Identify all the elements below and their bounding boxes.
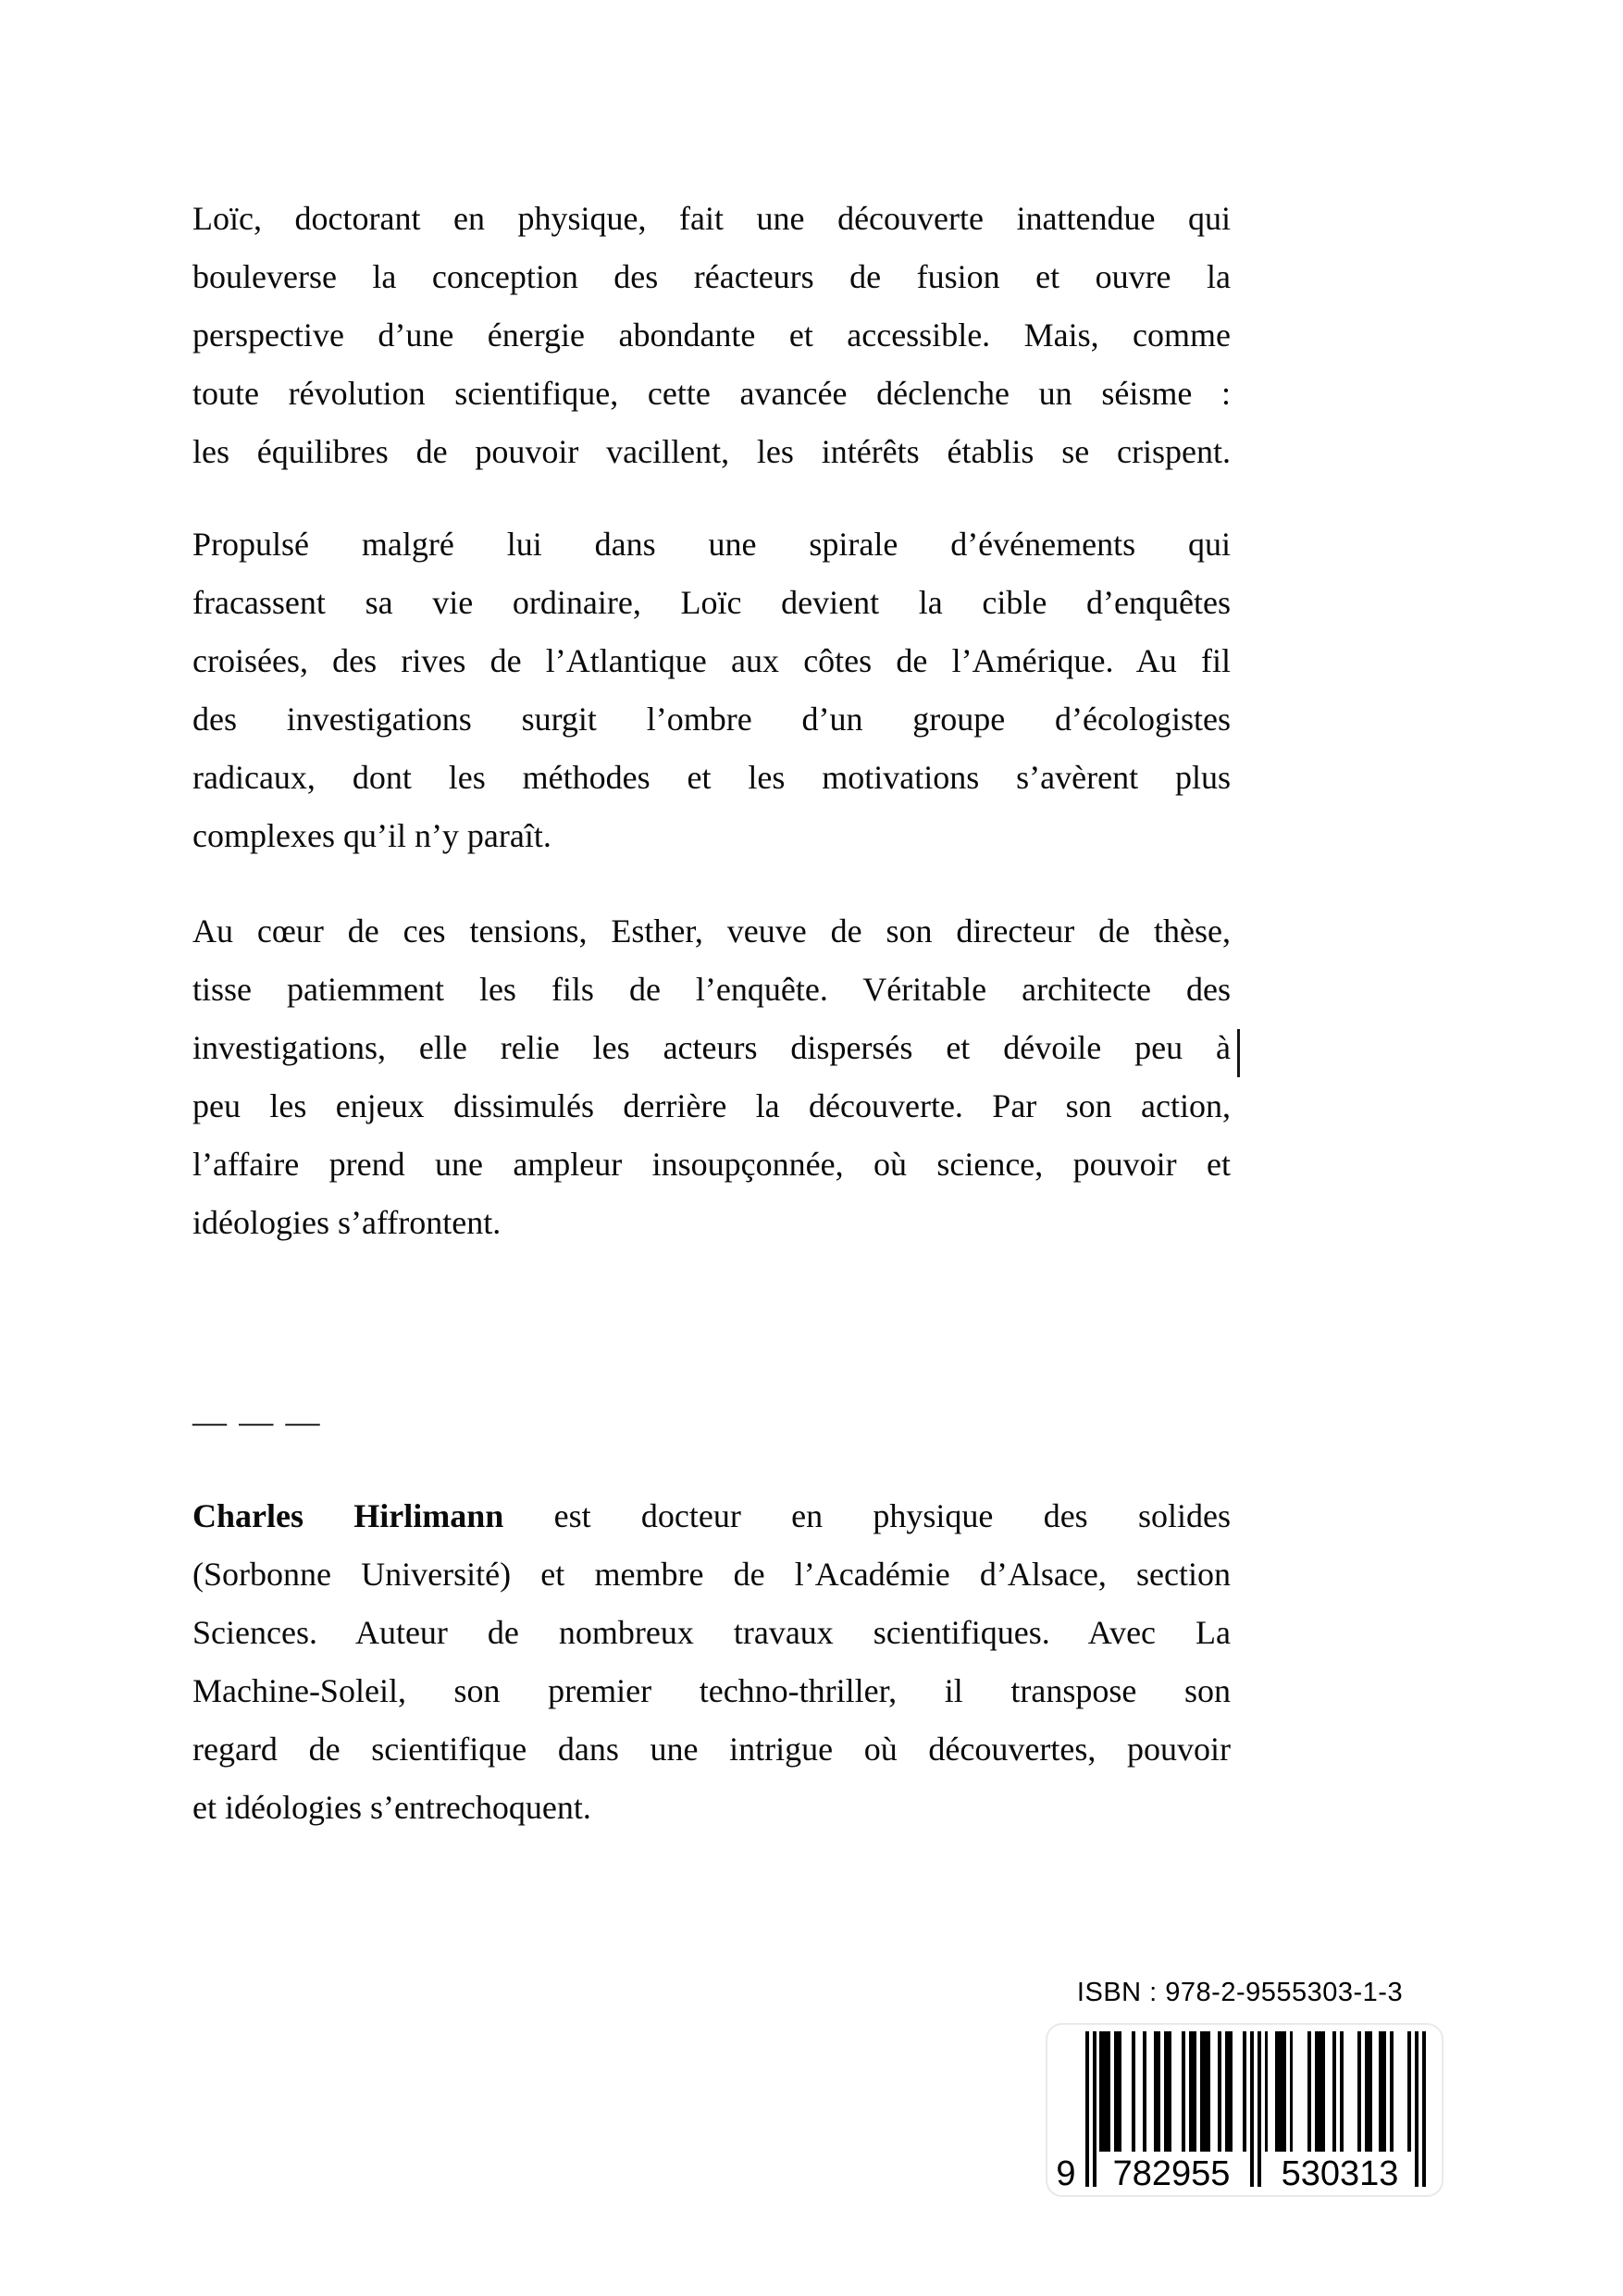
text-line: les équilibres de pouvoir vacillent, les intérêts établis se crispent. [192, 433, 1231, 470]
text-line: croisées, des rives de l’Atlantique aux côtes de l’Amérique. Au fil [192, 642, 1231, 679]
text-line: bouleverse la conception des réacteurs de fusion et ouvre la [192, 258, 1231, 295]
text-line: (Sorbonne Université) et membre de l’Académie d’Alsace, section [192, 1556, 1231, 1593]
isbn-label: ISBN : 978-2-9555303-1-3 [1076, 1978, 1404, 2007]
text-line: complexes qu’il n’y paraît. [192, 817, 551, 854]
text-line: regard de scientifique dans une intrigue où découvertes, pouvoir [192, 1731, 1231, 1768]
bio-line1-rest: est docteur en physique des solides [503, 1497, 1231, 1534]
text-line: radicaux, dont les méthodes et les motivations s’avèrent plus [192, 759, 1231, 796]
text-line: Au cœur de ces tensions, Esther, veuve de son directeur de thèse, [192, 912, 1231, 949]
text-line: des investigations surgit l’ombre d’un groupe d’écologistes [192, 701, 1231, 738]
barcode-digits-group2: 530313 [1265, 2156, 1415, 2191]
barcode-digits-group1: 782955 [1096, 2156, 1246, 2191]
text-line: investigations, elle relie les acteurs dispersés et dévoile peu à [192, 1029, 1231, 1066]
author-bio-paragraph [192, 1487, 1231, 1837]
text-line: fracassent sa vie ordinaire, Loïc devient la cible d’enquêtes [192, 584, 1231, 621]
text-line: perspective d’une énergie abondante et accessible. Mais, comme [192, 316, 1231, 354]
section-separator: — — — [192, 1403, 322, 1441]
text-line: tisse patiemment les fils de l’enquête. Véritable architecte des [192, 971, 1231, 1008]
text-line: Loïc, doctorant en physique, fait une découverte inattendue qui [192, 200, 1231, 237]
text-line: Sciences. Auteur de nombreux travaux scientifiques. Avec La [192, 1614, 1231, 1651]
synopsis-paragraph-3 [192, 902, 1231, 1252]
text-line: peu les enjeux dissimulés derrière la découverte. Par son action, [192, 1087, 1231, 1124]
synopsis-paragraph-2 [192, 515, 1231, 865]
text-line: Propulsé malgré lui dans une spirale d’événements qui [192, 526, 1231, 563]
barcode-digit-lead: 9 [1056, 2154, 1076, 2193]
ean13-barcode [1046, 2023, 1443, 2197]
text-line: idéologies s’affrontent. [192, 1204, 502, 1241]
text-cursor-artifact [1237, 1029, 1240, 1077]
text-line [192, 1487, 1231, 1545]
text-line: et idéologies s’entrechoquent. [192, 1789, 591, 1826]
author-name: Charles Hirlimann [192, 1497, 504, 1534]
text-line: toute révolution scientifique, cette avancée déclenche un séisme : [192, 375, 1231, 412]
synopsis-paragraph-1 [192, 190, 1231, 481]
text-line: Machine-Soleil, son premier techno-thriller, il transpose son [192, 1672, 1231, 1709]
text-line: l’affaire prend une ampleur insoupçonnée, où science, pouvoir et [192, 1146, 1231, 1183]
